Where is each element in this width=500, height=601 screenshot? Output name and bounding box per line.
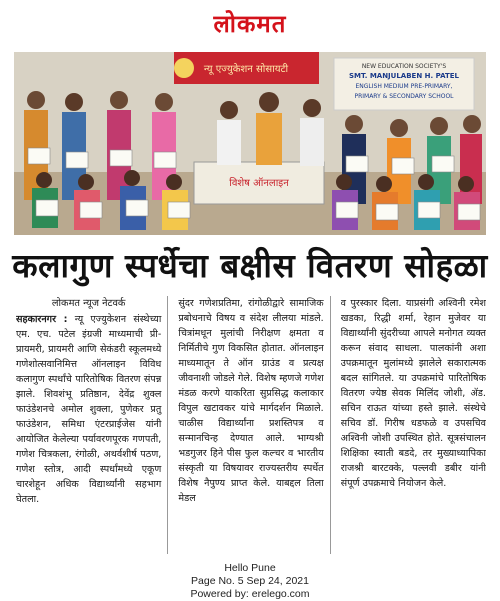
- page-footer: [0, 562, 500, 601]
- svg-text:NEW EDUCATION SOCIETY'S: NEW EDUCATION SOCIETY'S: [361, 63, 447, 70]
- banner-left-text: न्यू एज्युकेशन सोसायटी: [203, 64, 289, 75]
- column-3-text: व पुरस्कार दिला. याप्रसंगी अश्विनी रमेश खडका, रिद्धी शर्मा, रेहान मुजेवर या विद्यार्थ्यांनी सुंदरीच्या आपले मनोगत व्यक्त करून संवाद साधला. पालकांनी अशा उपक्रमातून मुलांमध्ये झालेले सकारात्मक बदल सांगितले. या उपक्रमांचे पारितोषिक वितरण ज्येष्ठ सेवक मिलिंद जोशी, ॲड. सचिन राऊत यांच्या हस्ते झाले. संस्थेचे सचिव डॉ. गिरीष धडफळे व उपसचिव अश्विनी जोशी उपस्थित होते. सूत्रसंचालन शिक्षिका स्वाती बडदे, तर मुख्याध्यापिका राजश्री बारटक्के, पल्लवी डबीर यांनी संपूर्ण उपक्रमाचे नियोजन केले.: [340, 298, 486, 489]
- edition-name: Hello Pune: [224, 562, 276, 574]
- newspaper-logo: लोकमत: [213, 9, 287, 38]
- svg-text:ENGLISH MEDIUM PRE-PRIMARY,: ENGLISH MEDIUM PRE-PRIMARY,: [355, 83, 453, 90]
- school-logo-icon: [174, 58, 194, 78]
- article-column-3: [341, 296, 486, 554]
- dateline: सहकारनगर :: [16, 314, 68, 325]
- powered-by: Powered by: erelego.com: [190, 588, 310, 600]
- column-2-text: सुंदर गणेशप्रतिमा, रांगोळीद्वारे सामाजिक प्रबोधनाचे विषय व संदेश लीलया मांडले. चित्रांमधून मुलांची निरीक्षण क्षमता व निर्मितीचे गुण विकसित होतात. ऑनलाइन माध्यमातून ते ऑन ग्राउंड व प्रत्यक्ष जीवनाशी जोडले गेले. विशेष म्हणजे गणेश मंडळ करणे याकरिता सुप्रसिद्ध कलाकार विपुल खटावकर यांचे मार्गदर्शन मिळाले. चाळीस विद्यार्थ्यांना प्रशस्तिपत्र व सन्मानचिन्ह देण्यात आले. भाग्यश्री भडगुजर हिने पीस फुल कल्चर व भारतीय संस्कृती या विषयावर राज्यस्तरीय स्पर्धेत विशेष नैपुण्य प्राप्त केले. याबद्दल तिला मेडल: [178, 298, 324, 504]
- page-date: Page No. 5 Sep 24, 2021: [191, 575, 309, 587]
- article-body: [16, 296, 486, 554]
- article-column-2: [178, 296, 330, 554]
- column-1-text: न्यू एज्युकेशन संस्थेच्या एम. एच. पटेल इंग्रजी माध्यमाची प्री-प्रायमरी, प्रायमरी आणि सेकंडरी स्कूलमध्ये गणेशोत्सवानिमित्त ऑनलाइन विविध कलागुण स्पर्धांचे पारितोषिक वितरण संपन्न झाले. शिवशंभू प्रतिष्ठान, देवेंद्र शुक्ल फाउंडेशनचे अमोल शुक्ला, पुणेकर प्रतु फाउंडेशन, समिधा एंटरप्राईजेस यांनी आयोजित केलेल्या पर्यावरणपूरक गणपती, गणेश चित्रकला, रंगोळी, अथर्वशीर्ष पठण, गणेश स्तोत्र, आदी स्पर्धांमध्ये एकूण चारशेहून अधिक विद्यार्थ्यांनी सहभाग घेतला.: [16, 314, 162, 505]
- article-column-1: [16, 296, 168, 554]
- headline: कलागुण स्पर्धेचा बक्षीस वितरण सोहळा: [12, 246, 488, 285]
- byline: लोकमत न्यूज नेटवर्क: [51, 298, 126, 309]
- masthead: [0, 0, 500, 46]
- svg-text:PRIMARY & SECONDARY SCHOOL: PRIMARY & SECONDARY SCHOOL: [354, 93, 454, 100]
- news-photo: [14, 52, 486, 235]
- svg-text:SMT. MANJULABEN H. PATEL: SMT. MANJULABEN H. PATEL: [349, 72, 459, 80]
- group-photo-illustration: [14, 52, 486, 235]
- svg-text:विशेष ऑनलाइन: विशेष ऑनलाइन: [229, 178, 289, 189]
